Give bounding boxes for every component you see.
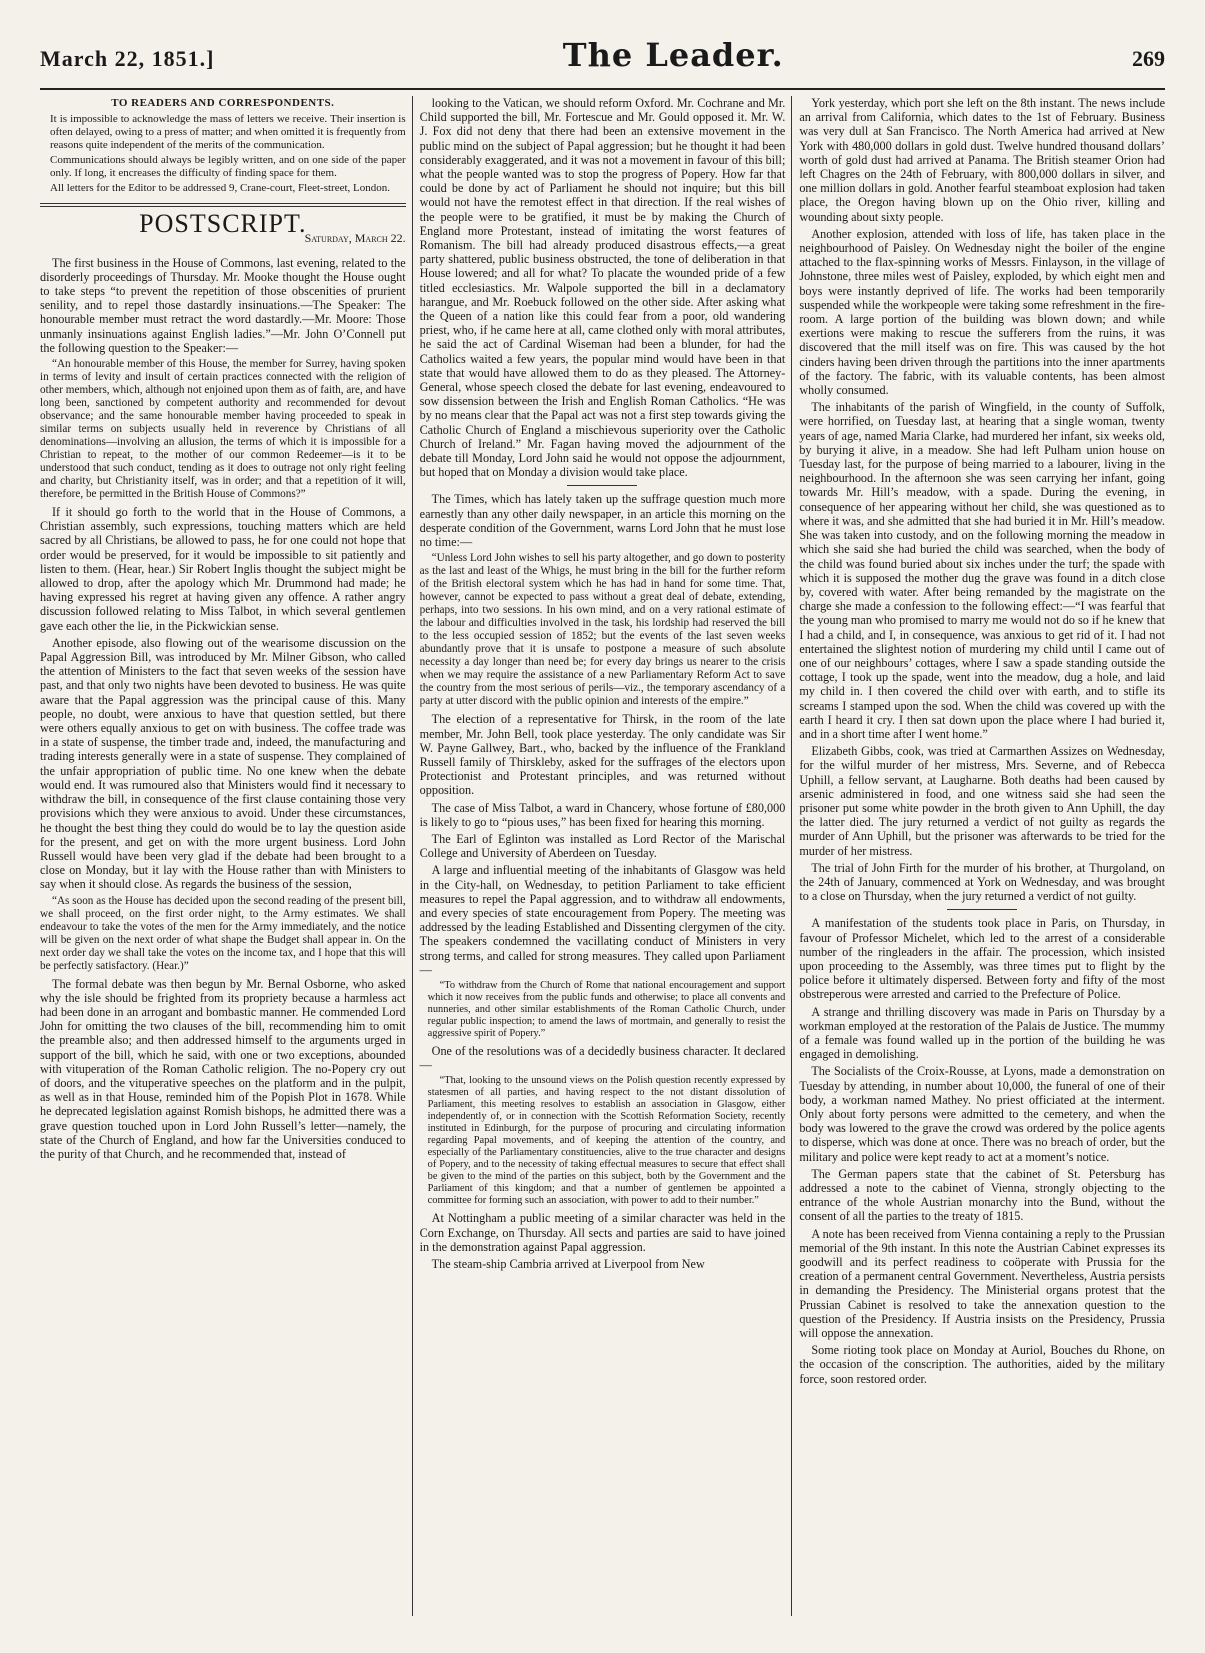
quotation: “As soon as the House has decided upon the second reading of the present bill, we shall proceed, on the first order night, to the Army estimates. We shall endeavour to take the votes of the men for the Army immediately, and the notice will be given on the next order of what shape the Budget shall appear in. On the next order day we shall take the votes on the income tax, and I hope that this will be perfectly satisfactory. (Hear.)” [40, 894, 406, 972]
separator-rule [567, 485, 637, 486]
quotation: “An honourable member of this House, the member for Surrey, having spoken in terms of levity and insult of certain practices connected with the religion of other members, which, although not enjoined upon them as of faith, are, and have long been, sanctioned by competent authority and recommended for devout observance; and the same honourable member having proceeded to speak in similar terms on subjects usually held in reverence by Christians of all denominations—involving an allusion, the terms of which it is impossible for a Christian to repeat, to the mother of our common Redeemer—is it to be understood that such conduct, tending as it does to outrage not only right feeling and charity, but Christianity itself, was in order; and that a repetition of it will, therefore, be permitted in the British House of Commons?” [40, 358, 406, 501]
issue-date: March 22, 1851.] [40, 46, 215, 71]
masthead [40, 36, 1165, 90]
paragraph: looking to the Vatican, we should reform Oxford. Mr. Cochrane and Mr. Child supported the bill, Mr. Fortescue and Mr. Gould opposed it. Mr. W. J. Fox did not deny that there had been an extensive movement in the public mind on the subject of Papal aggression; but he thought it had been considerably exaggerated, and it was not a movement in favour of this bill; what the people wanted was to stop the progress of Popery. How far that could be done by act of Parliament he should not inquire; but this bill would not have the remotest effect in that direction. If the real wishes of the people were to be gratified, it must be by making the Church of England more Protestant, instead of imitating the worst features of Romanism. The bill had already produced disastrous effects,—a great party shattered, public business obstructed, the tone of deliberation in that House lowered; and all for what? To placate the wounded pride of a few titled ecclesiastics. Mr. Walpole supported the bill in a declamatory harangue, and Mr. Roebuck followed on the other side. After asking what the Queen of a nation like this could fear from a poor, old wandering priest, who, if he came here at all, came clothed only with moral attributes, he said the act of Cardinal Wiseman had been a blunder, for had the Catholics waited a few years, the popular mind would have been in that state that would have allowed them to do as they pleased. The Attorney-General, whose speech closed the debate for last evening, endeavoured to sow dissension between the Irish and English Roman Catholics. “He was by no means clear that the Papal act was not a first step towards giving the Catholic Church of England a mischievous superiority over the Catholic Church of Ireland.” Mr. Fagan having moved the adjournment of the debate till Monday, Lord John said he would not oppose the adjournment, but hoped that on Monday a division would take place. [419, 96, 786, 480]
paragraph: The trial of John Firth for the murder of his brother, at Thurgoland, on the 24th of January, commenced at York on Wednesday, and was brought to a close on Thursday, when the jury returned a verdict of not guilty. [799, 860, 1165, 904]
paragraph: The first business in the House of Commons, last evening, related to the disorderly proceedings of Thursday. Mr. Mooke thought the House ought to take steps “to prevent the repetition of those obscenities of prurient senility, and to repel those dastardly insinuations.—The Speaker: The honourable member must retract the word dastardly.—Mr. Moore: Those unmanly insinuations against English ladies.”—Mr. John O’Connell put the following question to the Speaker:— [40, 255, 406, 355]
paragraph: Some rioting took place on Monday at Auriol, Bouches du Rhone, on the occasion of the conscription. The authorities, aided by the military force, soon restored order. [799, 1343, 1165, 1386]
notice-item: All letters for the Editor to be addressed 9, Crane-court, Fleet-street, London. [50, 182, 390, 195]
paragraph: The Times, which has lately taken up the suffrage question much more earnestly than any other daily newspaper, in an article this morning on the desperate condition of the Government, warns Lord John that he must lose no time:— [419, 492, 786, 550]
paragraph: The formal debate was then begun by Mr. Bernal Osborne, who asked why the isle should be frighted from its propriety because a harmless act had been done in an arrogant and bombastic manner. He commended Lord John for omitting the two clauses of the bill, recommending him to omit the preamble also; and then addressed himself to the arguments urged in support of the bill, which he said, with one or two exceptions, abounded with vituperation of the Roman Catholic religion. The no-Popery cry out of doors, and the vituperative speeches on the platform and in the pulpit, as well as in that House, reminded him of the Popish Plot in 1678. While he deprecated legislation against Romish bishops, he admitted there was a grave question touched upon in Lord John Russell’s letter—namely, the state of the Church of England, and how far the Universities conduced to the purity of that Church, and he recommended that, instead of [40, 976, 406, 1161]
paragraph: York yesterday, which port she left on the 8th instant. The news include an arrival from California, which dates to the 1st of February. Business was very dull at San Francisco. The North America had arrived at New York with 480,000 dollars in gold dust. Twelve hundred thousand dollars’ worth of gold dust had arrived at Panama. The British steamer Orion had left Chagres on the 24th of February, with 800,000 dollars in silver, and one million dollars in gold. Another fearful steamboat explosion had taken place, the Oregon having blown up on the Ohio river, killing and wounding about sixty people. [799, 96, 1165, 224]
paragraph: A large and influential meeting of the inhabitants of Glasgow was held in the City-hall, on Wednesday, to petition Parliament to take efficient measures to repel the Papal aggression, and to withdraw all endowments, and every species of state encouragement from Popery. The meeting was addressed by the leading Established and Dissenting clergymen of the city. The speakers condemned the vacillating conduct of Ministers in very strong terms, and called for strong measures. They called upon Parliament— [419, 863, 786, 977]
notice-item: It is impossible to acknowledge the mass of letters we receive. Their insertion is often delayed, owing to a press of matter; and when omitted it is frequently from reasons quite independent of the merits of the communication. [50, 113, 406, 152]
column-2 [420, 96, 786, 1389]
quotation: “That, looking to the unsound views on the Polish question recently expressed by statesmen of all parties, and having respect to the not distant dissolution of Parliament, this meeting resolves to establish an association in Glasgow, either independently of, or in connection with the Scottish Reformation Society, recently instituted in Edinburgh, for the purpose of procuring and circulating information regarding Papal movements, and of keeping the attention of the country, and especially of the Parliamentary constituencies, alive to the true character and designs of Popery, and to the necessity of taking effectual measures to secure that effect shall be given to the mind of the parties on this subject, both by the Government and the Parliament of this kingdom; and that a number of gentlemen be appointed a committee for forming such an association, with power to add to their number.” [427, 1075, 786, 1207]
paragraph: The case of Miss Talbot, a ward in Chancery, whose fortune of £80,000 is likely to go to “pious uses,” has been fixed for hearing this morning. [419, 800, 786, 829]
column-3 [799, 96, 1165, 1389]
paragraph: A note has been received from Vienna containing a reply to the Prussian memorial of the 9th instant. In this note the Austrian Cabinet expresses its goodwill and its perfect readiness to coöperate with Prussia for the creation of a permanent central Government. Nevertheless, Austria persists in demanding the Presidency. The Ministerial organs protest that the Prussian Cabinet is resolved to take the annexation question to the question of the Presidency. If Austria insists on the Presidency, Prussia will oppose the annexation. [799, 1226, 1165, 1341]
paragraph: The German papers state that the cabinet of St. Petersburg has addressed a note to the cabinet of Vienna, strongly objecting to the entrance of the whole Austrian monarchy into the Bund, without the consent of all the parties to the treaty of 1815. [799, 1166, 1165, 1224]
notices-heading: TO READERS AND CORRESPONDENTS. [111, 97, 335, 109]
column-1 [40, 96, 406, 1389]
paragraph: One of the resolutions was of a decidedly business character. It declared— [419, 1043, 786, 1073]
paragraph: The steam-ship Cambria arrived at Liverpool from New [431, 1256, 705, 1271]
quotation: “Unless Lord John wishes to sell his party altogether, and go down to posterity as the last and least of the Whigs, he must bring in the bill for the further reform of the British electoral system which he has had in hand for some time. That, however, cannot be expected to pass without a great deal of debate, extending, perhaps, into two sessions. In his own mind, and on a very rational estimate of the labour and difficulties involved in the task, his lordship had reserved the bill to the less occupied session of 1852; but the events of the last seven weeks abundantly prove that it is unsafe to postpone a measure of such absolute necessity a day longer than need be; for every day brings us nearer to the crisis when we may require the assistance of a new Parliamentary Reform Act to save the country from the most serious of perils—viz., the temporary ascendancy of a party at utter discord with the public opinion and interests of the empire.” [419, 552, 786, 708]
notice-item: Communications should always be legibly written, and on one side of the paper only. If long, it encreases the difficulty of finding space for them. [50, 154, 406, 180]
paragraph: At Nottingham a public meeting of a similar character was held in the Corn Exchange, on Thursday. All sects and parties are said to have joined in the demonstration against Papal aggression. [419, 1211, 786, 1254]
paragraph: The inhabitants of the parish of Wingfield, in the county of Suffolk, were horrified, on Tuesday last, at hearing that a single woman, twenty years of age, named Maria Clarke, had murdered her infant, six weeks old, by burying it alive, in a meadow. She had left Pulham union house on Tuesday last, for the purpose of being married to a labourer, living in the neighbourhood. In the afternoon she was seen carrying her infant, going towards Mr. Hill’s meadow, with a spade. During the evening, in consequence of her appearing without her child, she was questioned as to where it was, and she admitted that she had buried it in Mr. Hill’s meadow. She was taken into custody, and on the following morning the meadow in which she said she had buried the child was searched, when the body of the child was found buried about six inches under the turf; the spade with which it is supposed the mother dug the grave was found in a ditch close by, covered with water. After being remanded by the magistrate on the charge she made a confession to the following effect:—“I was fearful that the young man who promised to marry me would not do so if he knew that I had a child, and I, in consequence, was anxious to get rid of it. I had not entertained the slightest notion of murdering my child until I came out of one of our neighbours’ cottages, where I saw a spade standing outside the cottage, I took up the spade, went into the meadow, dug a hole, and laid my child in. I then covered the child over with earth, and to stifle its screams I stamped upon the sod. When the child was covered up with the earth I heard it cry. I then sat down upon the place where I had buried it, and in a short time after I went home.” [799, 400, 1165, 741]
paragraph: The election of a representative for Thirsk, in the room of the late member, Mr. John Bell, took place yesterday. The only candidate was Sir W. Payne Gallwey, Bart., who, backed by the influence of the Frankland Russell family of Thirskleby, asked for the suffrages of the electors upon Protectionist and Protestant principles, and was returned without opposition. [419, 712, 786, 798]
postscript-heading: POSTSCRIPT. [139, 209, 307, 239]
paragraph: A strange and thrilling discovery was made in Paris on Thursday by a workman employed at the restoration of the Palais de Justice. The mummy of a female was found walled up in the portion of the building he was engaged in demolishing. [799, 1004, 1165, 1062]
paragraph: The Earl of Eglinton was installed as Lord Rector of the Marischal College and University of Aberdeen on Tuesday. [419, 831, 786, 861]
quotation: “To withdraw from the Church of Rome that national encouragement and support which it now receives from the public funds and otherwise; to place all convents and nunneries, and other similar establishments of the Roman Catholic Church, under regular public inspection; to amend the laws of mortmain, and generally to resist the aggressive spirit of Popery.” [427, 979, 786, 1039]
postscript-date: Saturday, March 22. [304, 231, 406, 246]
separator-rule [947, 909, 1017, 910]
paragraph: Another explosion, attended with loss of life, has taken place in the neighbourhood of Paisley. On Wednesday night the boiler of the engine attached to the flax-spinning works of Messrs. Finlayson, in the village of Johnstone, three miles west of Paisley, exploded, by which eight men and boys were instantly deprived of life. The works had been temporarily suspended while the workpeople were taking some refreshment in the fire-room. A large portion of the building was blown down; and while exertions were making to rescue the sufferers from the ruins, it was discovered that the mill itself was on fire. This was caused by the hot cinders having been driven through the partitions into the inner apartments of the factory. The fabric, with its valuable contents, has been almost wholly consumed. [799, 226, 1165, 398]
paragraph: A manifestation of the students took place in Paris, on Thursday, in favour of Professor Michelet, which led to the arrest of a considerable number of the ringleaders in the affair. The procession, which insisted upon proceeding to the Assembly, was three times put to flight by the police before it ultimately dispersed. Between forty and fifty of the most obstreperous were arrested and carried to the Prefecture of Police. [799, 916, 1165, 1002]
paragraph: The Socialists of the Croix-Rousse, at Lyons, made a demonstration on Tuesday by attending, in number about 10,000, the funeral of one of their body, a workman named Mathey. No priest officiated at the interment. Only about forty persons were admitted to the cemetery, and when the body was lowered to the grave the crowd was ordered by the police agents to disperse, which was done at once. There was no breach of order, but the military and police were kept ready to act at a moment’s notice. [799, 1064, 1165, 1164]
paragraph: Elizabeth Gibbs, cook, was tried at Carmarthen Assizes on Wednesday, for the wilful murder of her mistress, Mrs. Severne, and of Rebecca Uphill, a fellow servant, at Laugharne. Both deaths had been caused by arsenic administered in food, and one witness said she had seen the prisoner put some white powder in the broth given to Ann Uphill, the day the latter died. The jury returned a verdict of not guilty as regards the murder of Ann Uphill, but the prisoner was afterwards to be tried for the murder of her mistress. [799, 744, 1165, 858]
divider [40, 203, 406, 207]
newspaper-title: The Leader. [562, 36, 784, 74]
page-number: 269 [1132, 46, 1165, 71]
article-columns [40, 96, 1165, 1389]
paragraph: If it should go forth to the world that in the House of Commons, a Christian assembly, such expressions, touching matters which are held sacred by all Christians, be allowed to pass, he for one could not hope that order would be preserved, for it would be impossible to sit patiently and listen to them. (Hear, hear.) Sir Robert Inglis thought the subject might be allowed to drop, after the apology which Mr. Drummond had made; he having expressed his regret at having given any offence. A rather angry discussion followed relating to Miss Talbot, in which several gentlemen gave each other the lie, in the Pickwickian sense. [40, 505, 406, 633]
paragraph: Another episode, also flowing out of the wearisome discussion on the Papal Aggression Bill, was introduced by Mr. Milner Gibson, who called the attention of Ministers to the fact that seven weeks of the session have past, and that only two nights have been devoted to business. He was quite aware that the Papal aggression was the principal cause of this. Many people, no doubt, were anxious to have that question settled, but there were others equally anxious to get on with business. The coffee trade was in a state of suspense, the timber trade and, indeed, the manufacturing and trading interests generally were in a state of suspense. They complained of the unfair appropriation of public time. No one knew when the debate would end. It was rumoured also that Ministers would find it necessary to withdraw the bill, in consequence of the first clause containing those very provisions which they were anxious to avoid. Under these circumstances, he thought the best thing they could do would be to lay the question aside for the present, and get on with the more urgent business. Lord John Russell would have been very glad if the debate had been brought to a close on Monday, but it lay with the House rather than with Ministers to say when it should close. As regards the business of the session, [40, 635, 406, 892]
